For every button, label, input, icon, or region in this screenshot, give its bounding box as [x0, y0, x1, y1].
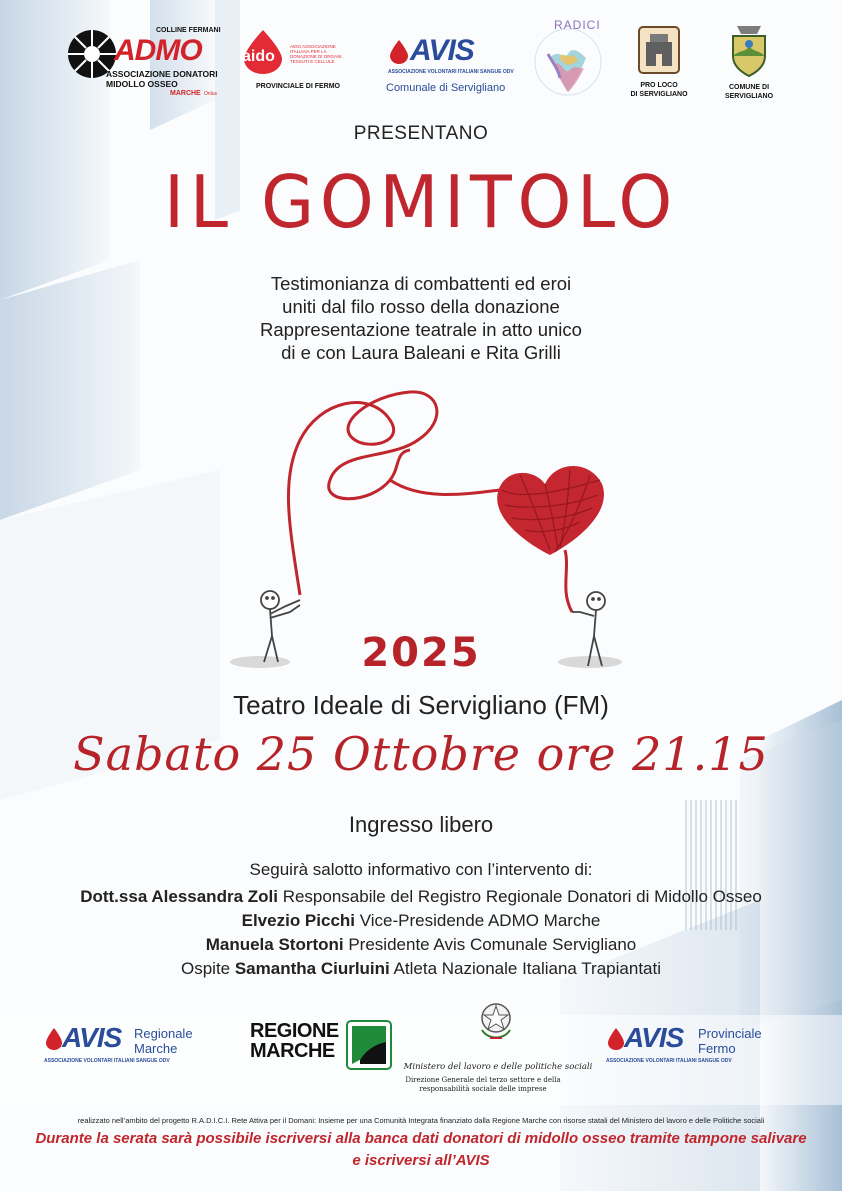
speaker-4 — [0, 959, 842, 979]
info-intro: Seguirà salotto informativo con l’intervento di: — [249, 860, 593, 879]
event-year: 2025 — [361, 630, 481, 676]
avis-regionale-name: AVIS — [62, 1022, 122, 1053]
speaker-2-name: Elvezio Picchi — [241, 911, 356, 930]
avis-drop-icon — [388, 39, 410, 65]
avis-comunale-logo — [386, 36, 516, 100]
avis-regionale-small: ASSOCIAZIONE VOLONTARI ITALIANI SANGUE ODV — [44, 1058, 170, 1064]
ministero-line1: Ministero del lavoro e delle politiche sociali — [403, 1062, 593, 1072]
avis-comunale-small: ASSOCIAZIONE VOLONTARI ITALIANI SANGUE ODV — [388, 69, 514, 75]
speaker-4-prefix: Ospite — [180, 959, 235, 978]
admo-line1: ASSOCIAZIONE DONATORI — [106, 69, 218, 79]
regione-line1: REGIONE — [250, 1020, 339, 1042]
avis-provinciale-small: ASSOCIAZIONE VOLONTARI ITALIANI SANGUE ODV — [606, 1058, 732, 1064]
admo-region: MARCHE — [170, 90, 201, 97]
avis-regionale-drop-icon — [44, 1027, 64, 1051]
red-thread — [288, 392, 436, 595]
admo-line2: MIDOLLO OSSEO — [106, 79, 178, 89]
proloco-tower-icon — [638, 26, 680, 74]
speaker-2 — [0, 911, 842, 931]
aido-caption: PROVINCIALE DI FERMO — [256, 83, 341, 90]
speaker-1 — [0, 887, 842, 907]
avis-comunale-caption: Comunale di Servigliano — [386, 82, 506, 94]
registration-note-line-2: e iscriversi all’AVIS — [352, 1152, 490, 1169]
avis-comunale-name: AVIS — [410, 34, 474, 67]
radici-logo — [530, 18, 606, 98]
avis-provinciale-name: AVIS — [624, 1022, 684, 1053]
admo-logo — [66, 24, 226, 100]
show-title: IL GOMITOLO — [164, 160, 678, 244]
comune-caption-2: SERVIGLIANO — [724, 93, 774, 100]
admo-suffix: Onlus — [204, 91, 218, 97]
avis-provinciale-logo — [604, 1022, 784, 1072]
aido-logo — [240, 26, 350, 96]
italian-emblem-icon — [476, 998, 516, 1044]
avis-provinciale-drop-icon — [606, 1027, 626, 1051]
proloco-caption-1: PRO LOCO — [640, 82, 678, 89]
avis-regionale-line2: Marche — [134, 1041, 178, 1056]
ministero-logo — [398, 998, 598, 1098]
avis-regionale-logo — [42, 1022, 212, 1072]
subtitle-line-4: di e con Laura Baleani e Rita Grilli — [281, 342, 561, 363]
regione-emblem-icon — [346, 1020, 392, 1070]
presenter-line: PRESENTANO — [353, 123, 489, 144]
comune-logo — [716, 22, 782, 106]
subtitle-line-3: Rappresentazione teatrale in atto unico — [260, 319, 582, 340]
ministero-line2: Direzione Generale del terzo settore e della — [405, 1076, 561, 1084]
speaker-3-name: Manuela Stortoni — [205, 935, 344, 954]
aido-name: aido — [242, 48, 275, 65]
speaker-1-role: Responsabile del Registro Regionale Donatori di Midollo Osseo — [277, 887, 762, 906]
admo-top-line: COLLINE FERMANI — [156, 27, 221, 34]
regione-line2: MARCHE — [250, 1040, 335, 1062]
radici-name: RADICI — [554, 18, 601, 32]
heart-yarn-ball — [497, 466, 604, 555]
comune-caption-1: COMUNE DI — [728, 84, 770, 91]
registration-note-line-1: Durante la serata sarà possibile iscriversi alla banca dati donatori di midollo osseo tramite tampone salivare — [35, 1130, 807, 1147]
regione-marche-logo — [250, 1018, 395, 1074]
event-venue: Teatro Ideale di Servigliano (FM) — [233, 690, 609, 720]
subtitle-line-1: Testimonianza di combattenti ed eroi — [270, 273, 572, 294]
aido-small: AIDO ASSOCIAZIONE ITALIANA PER LA DONAZIONE DI ORGANI, TESSUTI E CELLULE — [290, 44, 343, 64]
ministero-line3: responsabilità sociale delle imprese — [419, 1085, 547, 1093]
speaker-2-role: Vice-Presidende ADMO Marche — [355, 911, 601, 930]
entry-note: Ingresso libero — [348, 812, 494, 837]
proloco-logo — [626, 26, 692, 106]
proloco-caption-2: DI SERVIGLIANO — [630, 91, 688, 98]
avis-provinciale-line2: Fermo — [698, 1041, 736, 1056]
admo-name: ADMO — [114, 34, 202, 67]
speaker-1-name: Dott.ssa Alessandra Zoli — [80, 887, 278, 906]
avis-regionale-line1: Regionale — [134, 1026, 193, 1041]
avis-provinciale-line1: Provinciale — [698, 1026, 762, 1041]
subtitle-line-2: uniti dal filo rosso della donazione — [282, 296, 560, 317]
speaker-3-role: Presidente Avis Comunale Servigliano — [343, 935, 637, 954]
project-credit: realizzato nell’ambito del progetto R.A.D.I.C.I. Rete Attiva per il Domani: Insieme per una Comunità Integrata finanziato dalla Regione Marche con risorse statali del Ministero del lavoro e delle Politiche sociali — [77, 1116, 765, 1125]
event-date: Sabato 25 Ottobre ore 21.15 — [73, 727, 769, 781]
speaker-3 — [0, 935, 842, 955]
speaker-4-name: Samantha Ciurluini — [234, 959, 390, 978]
comune-coat-of-arms-icon — [727, 22, 771, 78]
speaker-4-role: Atleta Nazionale Italiana Trapiantati — [389, 959, 661, 978]
